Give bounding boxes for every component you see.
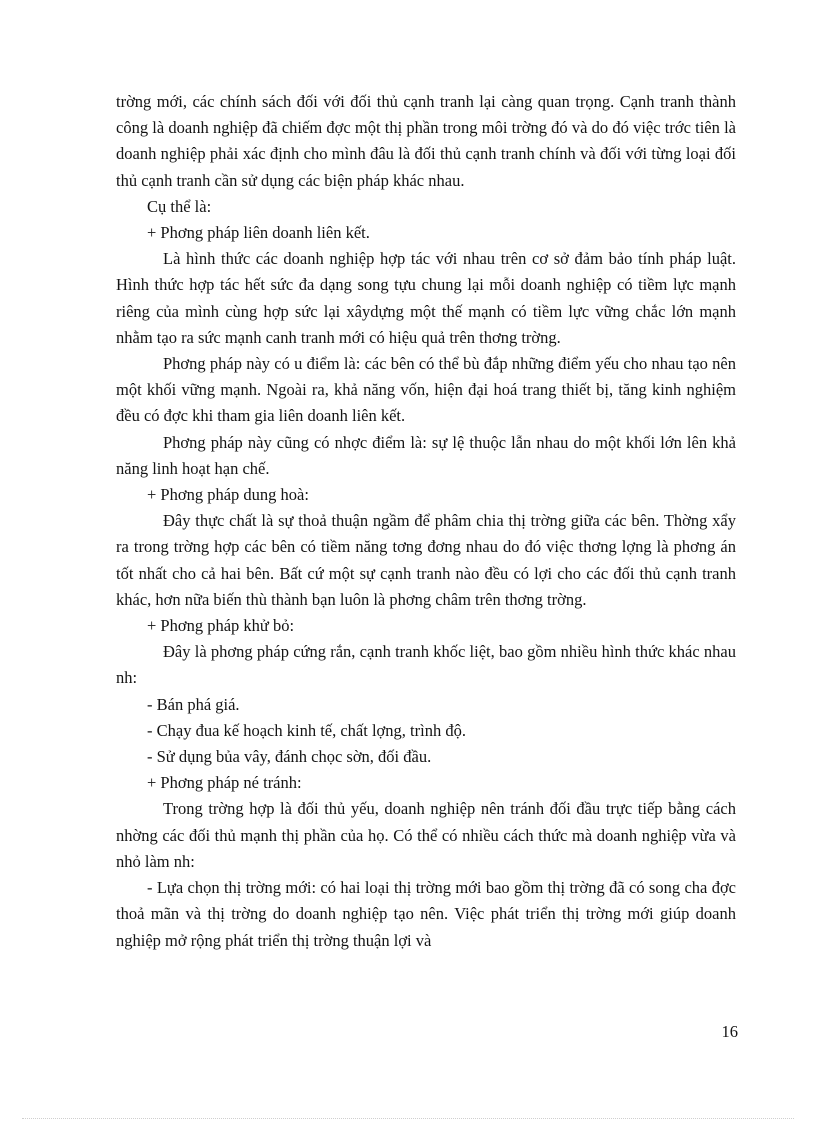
paragraph: Là hình thức các doanh nghiệp hợp tác với nhau trên cơ sở đảm bảo tính pháp luật. Hình thức hợp tác hết sức đa dạng song tựu chung lại mỗi doanh nghiệp có tiềm lực mạnh riêng của mình cùng hợp sức lại xâydựng một thế mạnh có tiềm lực vững chắc lớn mạnh nhằm tạo ra sức mạnh canh tranh mới có hiệu quả trên thơng trờng. xyxy=(116,249,736,347)
paragraph: Đây là phơng pháp cứng rắn, cạnh tranh khốc liệt, bao gồm nhiều hình thức khác nhau nh: xyxy=(116,642,736,688)
paragraph: + Phơng pháp dung hoà: xyxy=(147,485,309,505)
paragraph: + Phơng pháp khử bỏ: xyxy=(147,616,295,636)
paragraph: Cụ thể là: xyxy=(147,196,212,216)
body-text xyxy=(116,89,736,954)
paragraph: + Phơng pháp liên doanh liên kết. xyxy=(147,223,370,243)
paragraph: + Phơng pháp né tránh: xyxy=(147,773,302,793)
paragraph: trờng mới, các chính sách đối với đối thủ cạnh tranh lại càng quan trọng. Cạnh tranh thành công là doanh nghiệp đã chiếm đợc một thị phần trong môi trờng đó và do đó việc trớc tiên là doanh nghiệp phải xác định cho mình đâu là đối thủ cạnh tranh chính và đối với từng loại đối thủ cạnh tranh cần sử dụng các biện pháp khác nhau. xyxy=(116,92,736,190)
paragraph: Phơng pháp này có u điểm là: các bên có thể bù đắp những điểm yếu cho nhau tạo nên một khối vững mạnh. Ngoài ra, khả năng vốn, hiện đại hoá trang thiết bị, tăng kinh nghiệm đều có đợc khi tham gia liên doanh liên kết. xyxy=(116,354,736,426)
page-bottom-divider xyxy=(22,1118,794,1119)
paragraph: Đây thực chất là sự thoả thuận ngầm để phâm chia thị trờng giữa các bên. Thờng xẩy ra trong trờng hợp các bên có tiềm năng tơng đơng nhau do đó việc thơng lợng là phơng án tốt nhất cho cả hai bên. Bất cứ một sự cạnh tranh nào đều có lợi cho các đối thủ cạnh tranh khác, hơn nữa biến thù thành bạn luôn là phơng châm trên thơng trờng. xyxy=(116,511,736,609)
list-item: - Chạy đua kế hoạch kinh tế, chất lợng, trình độ. xyxy=(147,720,466,740)
paragraph: Phơng pháp này cũng có nhợc điểm là: sự lệ thuộc lẫn nhau do một khối lớn lên khả năng linh hoạt hạn chế. xyxy=(116,432,736,478)
list-item: - Bán phá giá. xyxy=(147,694,240,714)
list-item: - Sử dụng bủa vây, đánh chọc sờn, đối đầu. xyxy=(147,747,432,767)
page-number: 16 xyxy=(721,1022,738,1041)
list-item: - Lựa chọn thị trờng mới: có hai loại thị trờng mới bao gồm thị trờng đã có song cha đợc thoả mãn và thị trờng do doanh nghiệp tạo nên. Việc phát triển thị trờng mới giúp doanh nghiệp mở rộng phát triển thị trờng thuận lợi và xyxy=(116,878,736,950)
paragraph: Trong trờng hợp là đối thủ yếu, doanh nghiệp nên tránh đối đầu trực tiếp bằng cách nhờng các đối thủ mạnh thị phần của họ. Có thể có nhiều cách thức mà doanh nghiệp vừa và nhỏ làm nh: xyxy=(116,799,736,871)
